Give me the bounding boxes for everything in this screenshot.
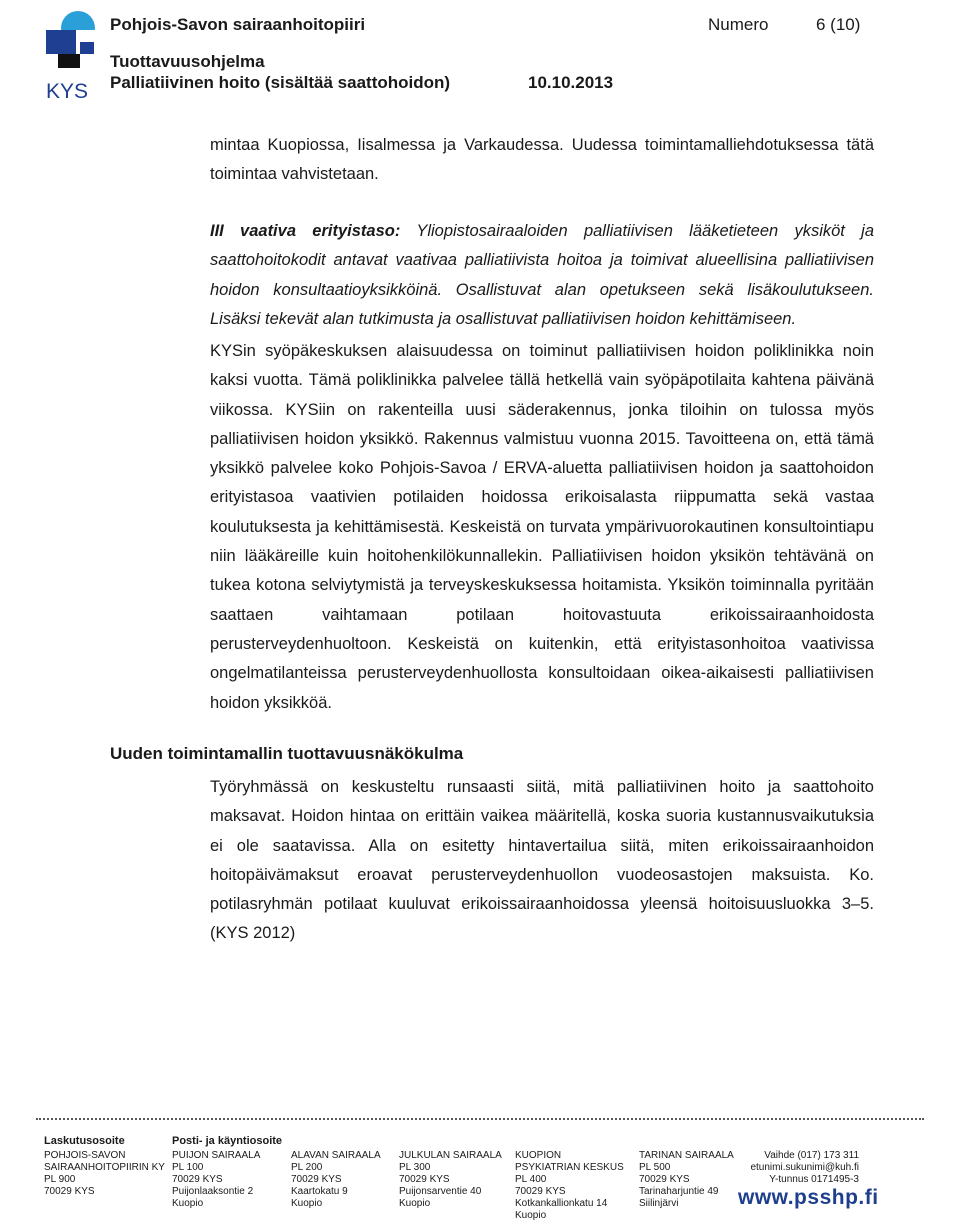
footer-line: SAIRAANHOITOPIIRIN KY xyxy=(44,1162,165,1173)
footer-line: 70029 KYS xyxy=(172,1174,223,1185)
footer-divider xyxy=(36,1118,924,1120)
paragraph-1: mintaa Kuopiossa, Iisalmessa ja Varkaudessa. Uudessa toimintamalliehdotuksessa tätä toimintaa vahvistetaan. xyxy=(210,136,874,184)
paragraph-3: KYSin syöpäkeskuksen alaisuudessa on toiminut palliatiivisen hoidon poliklinikka noin kaksi vuotta. Tämä poliklinikka palvelee tällä hetkellä vain syöpäpotilaita kahtena päivänä viikossa. KYSiin on rakenteilla uusi säderakennus, jonka tiloihin on tulossa myös palliatiivisen hoidon yksikkö. Rakennus valmistuu vuonna 2015. Tavoitteena on, että tämä yksikkö palvelee koko Pohjois-Savoa / ERVA-aluetta palliatiivisen hoidon ja saattohoidon erityistasoa vaativien potilaiden hoidossa erikoisalasta riippumatta sekä vastaa koulutuksesta ja kehittämisestä. Keskeistä on turvata ympärivuorokautinen konsultointiapu niin lääkäreille kuin hoitohenkilökunnallekin. Palliatiivisen hoidon yksikön tehtävänä on tukea kotona selviytymistä ja terveyskeskuksessa hoitamista. Yksikön toiminnalla pyritään saattaen vaihtamaan potilaan hoitovastuuta erikoissairaanhoidosta perusterveydenhuoltoon. Keskeistä on kuitenkin, että erityistasonhoitoa vaativissa ongelmatilanteissa perusterveydenhuollosta konsultoidaan oikea-aikaisesti palliatiivisen hoidon yksikköä. xyxy=(210,342,874,712)
footer-line: TARINAN SAIRAALA xyxy=(639,1150,734,1161)
paragraph-2-lead: III vaativa erityistaso: xyxy=(210,222,401,240)
logo-text: KYS xyxy=(46,80,89,102)
document-date: 10.10.2013 xyxy=(528,73,614,92)
footer-line: Kuopio xyxy=(399,1198,431,1209)
footer-line: PL 100 xyxy=(172,1162,204,1173)
footer-line: Puijonlaaksontie 2 xyxy=(172,1186,254,1197)
footer-line: KUOPION xyxy=(515,1150,562,1161)
footer-business-id: Y-tunnus 0171495-3 xyxy=(769,1174,859,1185)
footer-line: POHJOIS-SAVON xyxy=(44,1150,126,1161)
footer-line: PL 500 xyxy=(639,1162,671,1173)
footer-line: Kuopio xyxy=(291,1198,323,1209)
paragraph-4: Työryhmässä on keskusteltu runsaasti siitä, mitä palliatiivinen hoito ja saattohoito maksavat. Hoidon hintaa on erittäin vaikea määritellä, koska suoria kustannusvaikutuksia ei ole saatavissa. Alla on esitetty hintavertailua siitä, miten erikoissairaanhoidon hoitopäivämaksut eroavat perusterveydenhuollon vuodeosastojen maksuista. Ko. potilasryhmän potilaat kuuluvat erikoissairaanhoidossa yleensä hoitoisuusluokka 3–5. (KYS 2012) xyxy=(210,778,874,943)
footer-email: etunimi.sukunimi@kuh.fi xyxy=(750,1162,859,1173)
page-number-label: Numero xyxy=(708,15,769,34)
footer-julkula-address xyxy=(399,1150,502,1210)
footer-line: PL 900 xyxy=(44,1174,76,1185)
footer-line: JULKULAN SAIRAALA xyxy=(399,1150,502,1161)
footer-line: Kotkankallionkatu 14 xyxy=(515,1198,608,1209)
footer-website-link[interactable]: www.psshp.fi xyxy=(738,1186,879,1209)
kys-logo xyxy=(44,6,102,102)
footer-contact xyxy=(746,1150,859,1186)
footer-line: 70029 KYS xyxy=(639,1174,690,1185)
page-number-value: 6 (10) xyxy=(816,15,861,34)
kys-logo-mark xyxy=(44,6,102,102)
footer-line: PSYKIATRIAN KESKUS xyxy=(515,1162,624,1173)
footer-heading: Posti- ja käyntiosoite xyxy=(172,1135,283,1147)
document-title: Palliatiivinen hoito (sisältää saattohoidon) xyxy=(110,73,451,92)
footer-line: ALAVAN SAIRAALA xyxy=(291,1150,381,1161)
footer-line: Kaartokatu 9 xyxy=(291,1186,348,1197)
footer-line: PUIJON SAIRAALA xyxy=(172,1150,261,1161)
program-title: Tuottavuusohjelma xyxy=(110,52,265,71)
footer-puijo-address xyxy=(172,1135,282,1210)
footer-line: Puijonsarventie 40 xyxy=(399,1186,482,1197)
organization-name: Pohjois-Savon sairaanhoitopiiri xyxy=(110,15,366,34)
footer-billing-address xyxy=(44,1135,165,1198)
footer-line: Kuopio xyxy=(172,1198,204,1209)
footer-heading: Laskutusosoite xyxy=(44,1135,125,1147)
footer-line: 70029 KYS xyxy=(399,1174,450,1185)
paragraph-2-text: Yliopistosairaaloiden palliatiivisen lääketieteen yksiköt ja saattohoitokodit antavat vaativaa palliatiivista hoitoa ja toimivat alueellisina palliatiivisen hoidon konsultaatioyksikköinä. Osallistuvat alan opetukseen sekä lisäkoulutukseen. Lisäksi tekevät alan tutkimusta ja osallistuvat palliatiivisen hoidon kehittämiseen. xyxy=(210,222,875,328)
footer-line: PL 200 xyxy=(291,1162,323,1173)
footer-psychiatry-address xyxy=(515,1150,624,1222)
footer-alava-address xyxy=(291,1150,381,1210)
footer-line: PL 300 xyxy=(399,1162,431,1173)
footer-line: Siilinjärvi xyxy=(639,1198,679,1209)
footer-tarina-address xyxy=(639,1150,734,1210)
section-heading: Uuden toimintamallin tuottavuusnäkökulma xyxy=(110,744,464,763)
footer-line: 70029 KYS xyxy=(44,1186,95,1197)
footer-line: 70029 KYS xyxy=(515,1186,566,1197)
footer-line: PL 400 xyxy=(515,1174,547,1185)
footer-phone: Vaihde (017) 173 311 xyxy=(764,1150,859,1161)
footer-line: 70029 KYS xyxy=(291,1174,342,1185)
footer-line: Tarinaharjuntie 49 xyxy=(639,1186,719,1197)
footer-line: Kuopio xyxy=(515,1210,547,1221)
paragraph-2 xyxy=(210,217,874,334)
